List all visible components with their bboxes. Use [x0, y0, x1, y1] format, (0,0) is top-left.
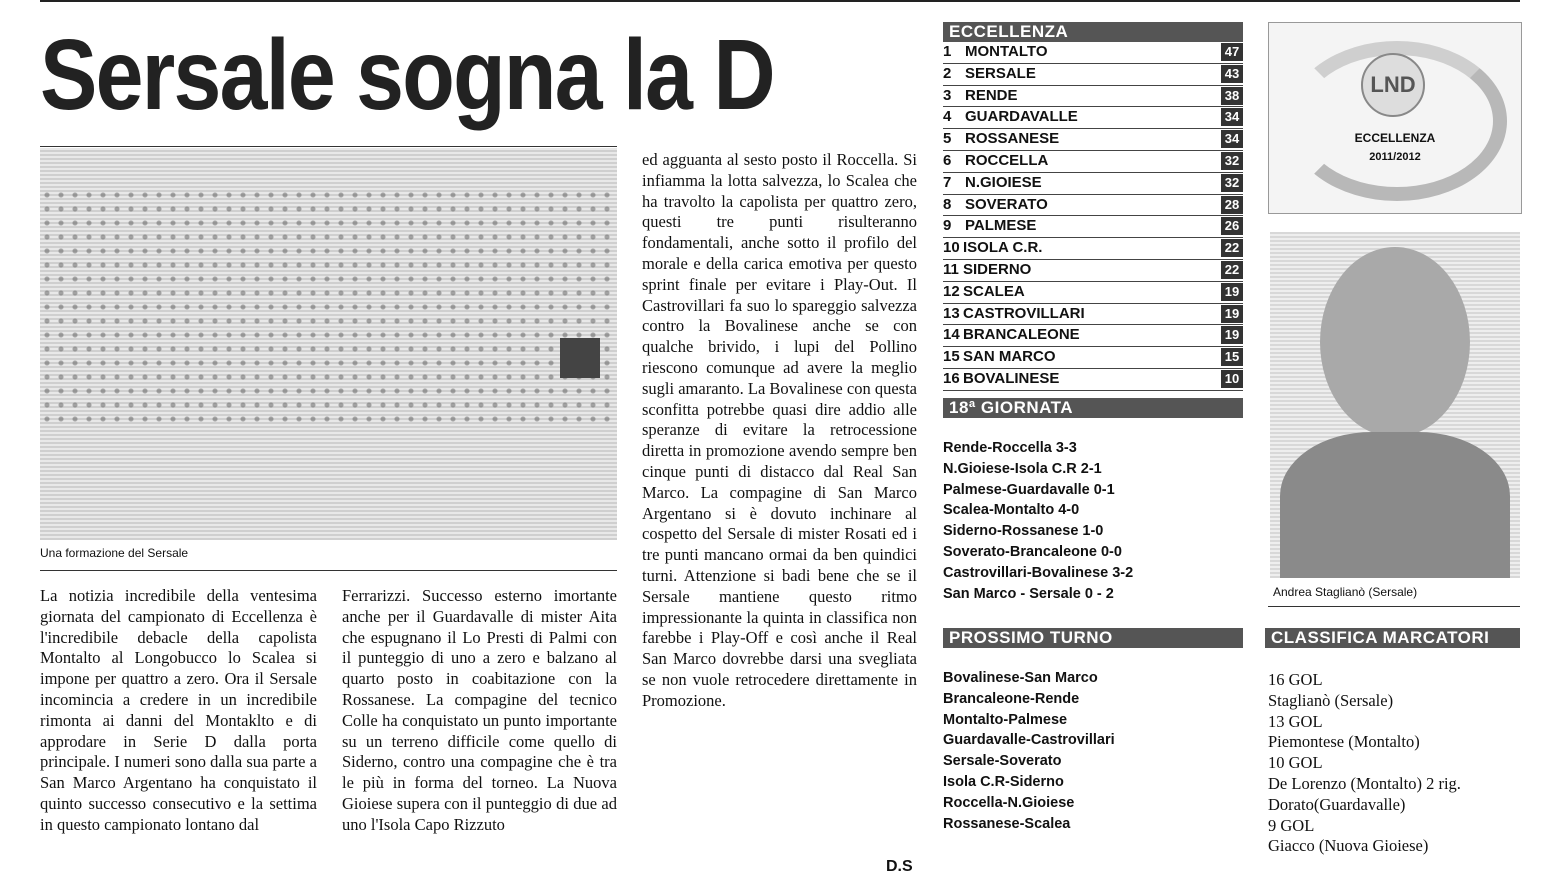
standings-row — [943, 325, 1243, 347]
standings-row — [943, 195, 1243, 217]
scorer-line: De Lorenzo (Montalto) 2 rig. — [1268, 773, 1461, 793]
standings-row — [943, 238, 1243, 260]
portrait-caption: Andrea Staglianò (Sersale) — [1273, 585, 1418, 599]
standings-points: 26 — [1221, 217, 1243, 235]
standings-points: 22 — [1221, 239, 1243, 257]
standings-team: ISOLA C.R. — [963, 239, 1043, 257]
standings-team: N.GIOIESE — [965, 173, 1042, 191]
standings-team: ROCCELLA — [965, 151, 1049, 169]
standings-row — [943, 151, 1243, 173]
standings-points: 32 — [1221, 152, 1243, 170]
next-round-title: PROSSIMO TURNO — [943, 628, 1243, 648]
player-portrait — [1270, 232, 1520, 578]
photo-top-rule — [40, 146, 617, 147]
standings-position: 10 — [943, 239, 960, 257]
fixture-line: Roccella-N.Gioiese — [943, 794, 1075, 811]
standings-points: 15 — [1221, 348, 1243, 366]
team-photo — [40, 148, 617, 540]
fixture-line: Isola C.R-Siderno — [943, 773, 1064, 790]
standings-row — [943, 369, 1243, 391]
result-line: Siderno-Rossanese 1-0 — [943, 523, 1104, 540]
fixture-line: Rossanese-Scalea — [943, 815, 1071, 832]
standings-position: 4 — [943, 108, 952, 126]
result-line: Castrovillari-Bovalinese 3-2 — [943, 564, 1134, 581]
standings-row — [943, 107, 1243, 129]
standings-position: 2 — [943, 64, 952, 82]
standings-row — [943, 216, 1243, 238]
scorer-line: Staglianò (Sersale) — [1268, 690, 1394, 710]
standings-points: 10 — [1221, 370, 1243, 388]
standings-points: 22 — [1221, 261, 1243, 279]
article-col3-text: ed agguanta al sesto posto il Roccella. Si infiamma la lotta salvezza, lo Scalea che ha travolto la capolista per quattro zero, questi tre punti risulteranno fondamentali, anche sotto il profilo del morale e della carica emotiva per questo sprint finale per evitare i Play-Out. Il Castrovillari fa suo lo spareggio salvezza contro la Bovalinese anche se con qualche brivido, i lupi del Pollino riescono comunque ad avere la meglio sugli amaranto. La Bovalinese con questa sconfitta potrebbe quasi dire addio alle speranze di evitare la retrocessione diretta in promozione avendo sempre ben cinque punti di distacco dal Real San Marco. La compagine di San Marco Argentano si è dovuto inchinare al cospetto del Sersale di mister Rosati ed i tre punti mancano ormai da ben quindici turni. Attenzione si badi bene che se il Sersale mantiene questo ritmo impressionante la quinta in classifica non farebbe i Play-Off e così anche il Real San Marco dovrebbe darsi una svegliata se non vuole retrocedere direttamente in Promozione. — [642, 150, 917, 710]
article-signature: D.S — [886, 858, 913, 875]
article-column-3 — [642, 150, 917, 820]
standings-row — [943, 173, 1243, 195]
standings-points: 38 — [1221, 87, 1243, 105]
photo-caption: Una formazione del Sersale — [40, 546, 189, 560]
standings-points: 19 — [1221, 283, 1243, 301]
standings-team: SIDERNO — [963, 260, 1032, 278]
standings-points: 19 — [1221, 305, 1243, 323]
logo-line-1: ECCELLENZA — [1354, 131, 1436, 145]
article-column-2 — [342, 586, 617, 886]
fixture-line: Montalto-Palmese — [943, 711, 1068, 728]
scorer-line: 10 GOL — [1268, 753, 1323, 773]
standings-row — [943, 304, 1243, 326]
standings-points: 47 — [1221, 43, 1243, 61]
standings-position: 7 — [943, 173, 952, 191]
fixture-line: Bovalinese-San Marco — [943, 670, 1098, 686]
standings-position: 1 — [943, 43, 952, 60]
portrait-rule — [1268, 606, 1520, 607]
standings-row — [943, 64, 1243, 86]
standings-position: 11 — [943, 260, 959, 278]
standings-team: SCALEA — [963, 282, 1025, 300]
standings-position: 15 — [943, 348, 960, 366]
standings-position: 12 — [943, 282, 960, 300]
scorer-line: Piemontese (Montalto) — [1268, 732, 1420, 752]
standings-position: 8 — [943, 195, 952, 213]
standings-row — [943, 260, 1243, 282]
article-column-1 — [40, 586, 317, 886]
standings-title: ECCELLENZA — [943, 22, 1243, 42]
standings-row — [943, 42, 1243, 64]
standings-points: 34 — [1221, 108, 1243, 126]
standings-points: 32 — [1221, 174, 1243, 192]
fixture-line: Guardavalle-Castrovillari — [943, 732, 1115, 749]
matchday-title: 18ª GIORNATA — [943, 398, 1243, 418]
standings-team: ROSSANESE — [965, 130, 1060, 148]
standings-position: 9 — [943, 217, 952, 235]
scorer-line: Dorato(Guardavalle) — [1268, 794, 1406, 814]
standings-team: CASTROVILLARI — [963, 304, 1085, 322]
standings-points: 28 — [1221, 196, 1243, 214]
logo-mark: LND — [1361, 53, 1425, 117]
scorer-line: 16 GOL — [1268, 670, 1323, 689]
standings-team: BRANCALEONE — [963, 326, 1080, 344]
standings-team: SAN MARCO — [963, 348, 1056, 366]
standings-team: RENDE — [965, 86, 1018, 104]
standings-row — [943, 282, 1243, 304]
caption-rule — [40, 570, 617, 571]
standings-position: 6 — [943, 151, 952, 169]
result-line: N.Gioiese-Isola C.R 2-1 — [943, 460, 1102, 477]
standings-points: 34 — [1221, 130, 1243, 148]
article-col2-text: Ferrarizzi. Successo esterno imortante anche per il Guardavalle di mister Aita che espugnano il Lo Presti di Palmi con il punteggio di uno a zero e balzano al quarto posto in coabitazione con la Rossanese. La compagine del tecnico Colle ha conquistato un punto importante su un terreno difficile come quello di Siderno, contro una compagine che è tra le più in forma del torneo. La Nuova Gioiese supera con il punteggio di due ad uno l'Isola Capo Rizzuto — [342, 586, 617, 834]
standings-position: 13 — [943, 304, 960, 322]
result-line: Rende-Roccella 3-3 — [943, 440, 1077, 456]
standings-team: PALMESE — [965, 217, 1037, 235]
standings-team: GUARDAVALLE — [965, 108, 1078, 126]
standings-position: 14 — [943, 326, 960, 344]
result-line: Scalea-Montalto 4-0 — [943, 502, 1080, 519]
result-line: Palmese-Guardavalle 0-1 — [943, 481, 1115, 498]
scorer-line: Giacco (Nuova Gioiese) — [1268, 836, 1429, 856]
logo-line-2: 2011/2012 — [1369, 151, 1421, 163]
standings-team: MONTALTO — [965, 43, 1048, 60]
scorer-line: 9 GOL — [1268, 815, 1315, 835]
standings-team: SERSALE — [965, 64, 1036, 82]
top-rule — [40, 0, 1520, 6]
standings-row — [943, 347, 1243, 369]
standings-team: BOVALINESE — [963, 369, 1060, 387]
standings-points: 43 — [1221, 65, 1243, 83]
headline: Sersale sogna la D — [40, 19, 774, 131]
standings-position: 3 — [943, 86, 952, 104]
standings-position: 16 — [943, 369, 960, 387]
scorers-title: CLASSIFICA MARCATORI — [1265, 628, 1520, 648]
result-line: Soverato-Brancaleone 0-0 — [943, 543, 1122, 560]
standings-row — [943, 129, 1243, 151]
results-list — [943, 438, 1243, 604]
standings-table — [943, 22, 1243, 391]
next-round-list — [943, 668, 1243, 834]
result-line: San Marco - Sersale 0 - 2 — [943, 585, 1114, 602]
article-col1-text: La notizia incredibile della ventesima giornata del campionato di Eccellenza è l'incredibile debacle della capolista Montalto al Longobucco lo Scalea si impone per quattro a zero. Ora il Sersale incomincia a credere in un incredibile rimonta ai danni del Montaklto e di approdare in Serie D dalla porta principale. I numeri sono dalla sua parte a San Marco Argentano ha conquistato il quinto successo consecutivo e la settima in questo campionato lontano dal — [40, 586, 317, 834]
fixture-line: Sersale-Soverato — [943, 753, 1062, 770]
standings-team: SOVERATO — [965, 195, 1048, 213]
fixture-line: Brancaleone-Rende — [943, 690, 1080, 707]
scorer-line: 13 GOL — [1268, 711, 1323, 731]
standings-row — [943, 86, 1243, 108]
standings-points: 19 — [1221, 326, 1243, 344]
standings-position: 5 — [943, 130, 952, 148]
league-logo — [1268, 22, 1522, 214]
scorers-list — [1268, 670, 1528, 857]
